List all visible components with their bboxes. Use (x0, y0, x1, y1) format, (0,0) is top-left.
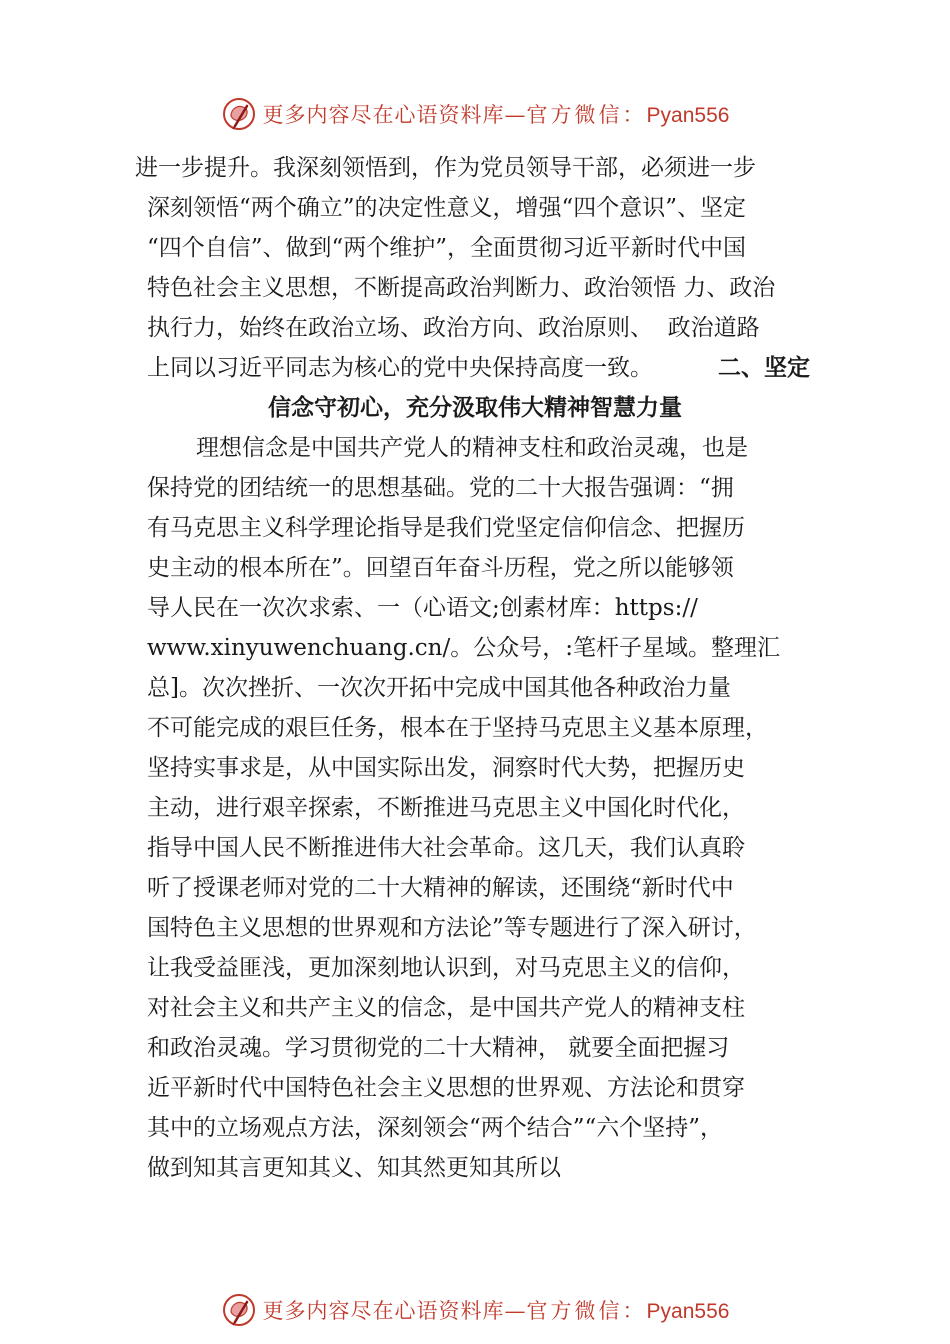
text-line: 有马克思主义科学理论指导是我们党坚定信仰信念、把握历 (147, 515, 745, 541)
text-line: 不可能完成的艰巨任务，根本在于坚持马克思主义基本原理， (147, 715, 768, 741)
text-line: 让我受益匪浅，更加深刻地认识到，对马克思主义的信仰， (147, 955, 745, 981)
banner-text (263, 1295, 730, 1325)
banner-separator: — (504, 103, 527, 127)
text-line: 进一步提升。我深刻领悟到，作为党员领导干部，必须进一步 (135, 155, 756, 181)
banner-label: 官方微信： (526, 103, 647, 127)
text-line: 指导中国人民不断推进伟大社会革命。这几天，我们认真聆 (147, 835, 745, 861)
text-line: www.xinyuwenchuang.cn/。公众号，:笔杆子星域。整理汇 (147, 635, 780, 661)
brain-pen-logo-icon (221, 1292, 257, 1328)
footer-banner (0, 1290, 950, 1330)
banner-wechat-id: Pyan556 (646, 1300, 730, 1323)
text-line: 特色社会主义思想，不断提高政治判断力、政治领悟 力、政治 (147, 275, 776, 301)
text-line: 听了授课老师对党的二十大精神的解读，还围绕“新时代中 (147, 875, 734, 901)
text-line: 做到知其言更知其义、知其然更知其所以 (147, 1155, 561, 1181)
banner-text (263, 99, 730, 129)
text-line: 国特色主义思想的世界观和方法论”等专题进行了深入研讨， (147, 915, 757, 941)
banner-wechat-id: Pyan556 (646, 104, 730, 127)
text-line: 主动，进行艰辛探索，不断推进马克思主义中国化时代化， (147, 795, 745, 821)
text-line: 总]。次次挫折、一次次开拓中完成中国其他各种政治力量 (147, 675, 731, 701)
text-line: 对社会主义和共产主义的信念，是中国共产党人的精神支柱 (147, 995, 745, 1021)
banner-site: 更多内容尽在心语资料库 (262, 1299, 505, 1323)
text-line: 坚持实事求是，从中国实际出发，洞察时代大势，把握历史 (147, 755, 745, 781)
banner-site: 更多内容尽在心语资料库 (262, 103, 505, 127)
banner-separator: — (504, 1299, 527, 1323)
text-line: 保持党的团结统一的思想基础。党的二十大报告强调：“拥 (147, 475, 734, 501)
text-line: 史主动的根本所在”。回望百年奋斗历程，党之所以能够领 (147, 555, 734, 581)
banner-label: 官方微信： (526, 1299, 647, 1323)
text-line: 其中的立场观点方法，深刻领会“两个结合”“六个坚持”， (147, 1115, 724, 1141)
text-line: 近平新时代中国特色社会主义思想的世界观、方法论和贯穿 (147, 1075, 745, 1101)
header-banner (0, 94, 950, 134)
text-line: 上同以习近平同志为核心的党中央保持高度一致。 (147, 355, 653, 381)
text-line: 理想信念是中国共产党人的精神支柱和政治灵魂，也是 (196, 435, 748, 461)
brain-pen-logo-icon (221, 96, 257, 132)
section-heading-part2: 信念守初心，充分汲取伟大精神智慧力量 (268, 395, 682, 421)
text-line: 深刻领悟“两个确立”的决定性意义，增强“四个意识”、坚定 (147, 195, 747, 221)
text-line: “四个自信”、做到“两个维护”，全面贯彻习近平新时代中国 (147, 235, 747, 261)
section-heading-part1: 二、坚定 (718, 355, 810, 381)
text-line: 和政治灵魂。学习贯彻党的二十大精神， 就要全面把握习 (147, 1035, 730, 1061)
text-line: 执行力，始终在政治立场、政治方向、政治原则、 政治道路 (147, 315, 760, 341)
text-line: 导人民在一次次求索、一（心语文;创素材库：https:// (147, 595, 698, 621)
